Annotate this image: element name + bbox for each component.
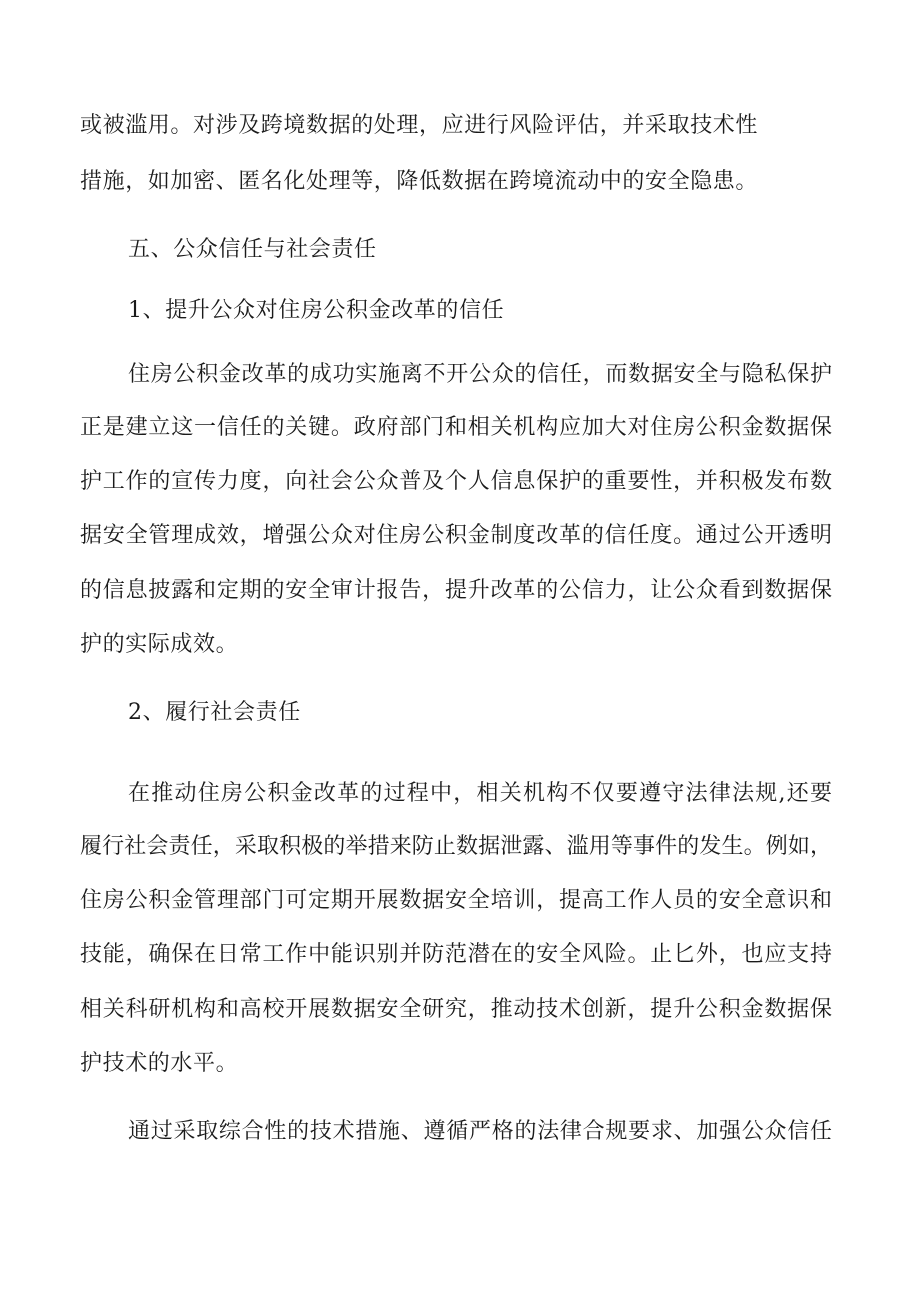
paragraph-line: 履行社会责任，采取积极的举措来防止数据泄露、滥用等事件的发生。例如， <box>80 834 832 859</box>
paragraph-line: 护工作的宣传力度，向社会公众普及个人信息保护的重要性，并积极发布数 <box>80 469 832 494</box>
paragraph-line: 的信息披露和定期的安全审计报告，提升改革的公信力，让公众看到数据保 <box>80 578 832 603</box>
paragraph-line: 相关科研机构和高校开展数据安全研究，推动技术创新，提升公积金数据保 <box>80 997 832 1022</box>
paragraph-line: 技能，确保在日常工作中能识别并防范潜在的安全风险。止匕外，也应支持 <box>80 942 832 967</box>
paragraph-line: 措施，如加密、匿名化处理等，降低数据在跨境流动中的安全隐患。 <box>80 169 759 194</box>
paragraph-line: 通过采取综合性的技术措施、遵循严格的法律合规要求、加强公众信任 <box>128 1119 832 1144</box>
paragraph-line: 护的实际成效。 <box>80 632 239 657</box>
subsection-heading: 1、提升公众对住房公积金改革的信任 <box>128 298 505 323</box>
paragraph-line: 或被滥用。对涉及跨境数据的处理，应进行风险评估，并采取技术性 <box>80 113 759 138</box>
paragraph-line: 护技术的水平。 <box>80 1051 239 1076</box>
paragraph-line: 在推动住房公积金改革的过程中，相关机构不仅要遵守法律法规,还要 <box>128 781 832 806</box>
paragraph-line: 正是建立这一信任的关键。政府部门和相关机构应加大对住房公积金数据保 <box>80 415 832 440</box>
subsection-heading: 2、履行社会责任 <box>128 700 301 725</box>
paragraph-line: 住房公积金管理部门可定期开展数据安全培训，提高工作人员的安全意识和 <box>80 888 832 913</box>
paragraph-line: 据安全管理成效，增强公众对住房公积金制度改革的信任度。通过公开透明 <box>80 523 832 548</box>
section-heading: 五、公众信任与社会责任 <box>128 237 377 262</box>
paragraph-line: 住房公积金改革的成功实施离不开公众的信任，而数据安全与隐私保护 <box>128 362 832 387</box>
